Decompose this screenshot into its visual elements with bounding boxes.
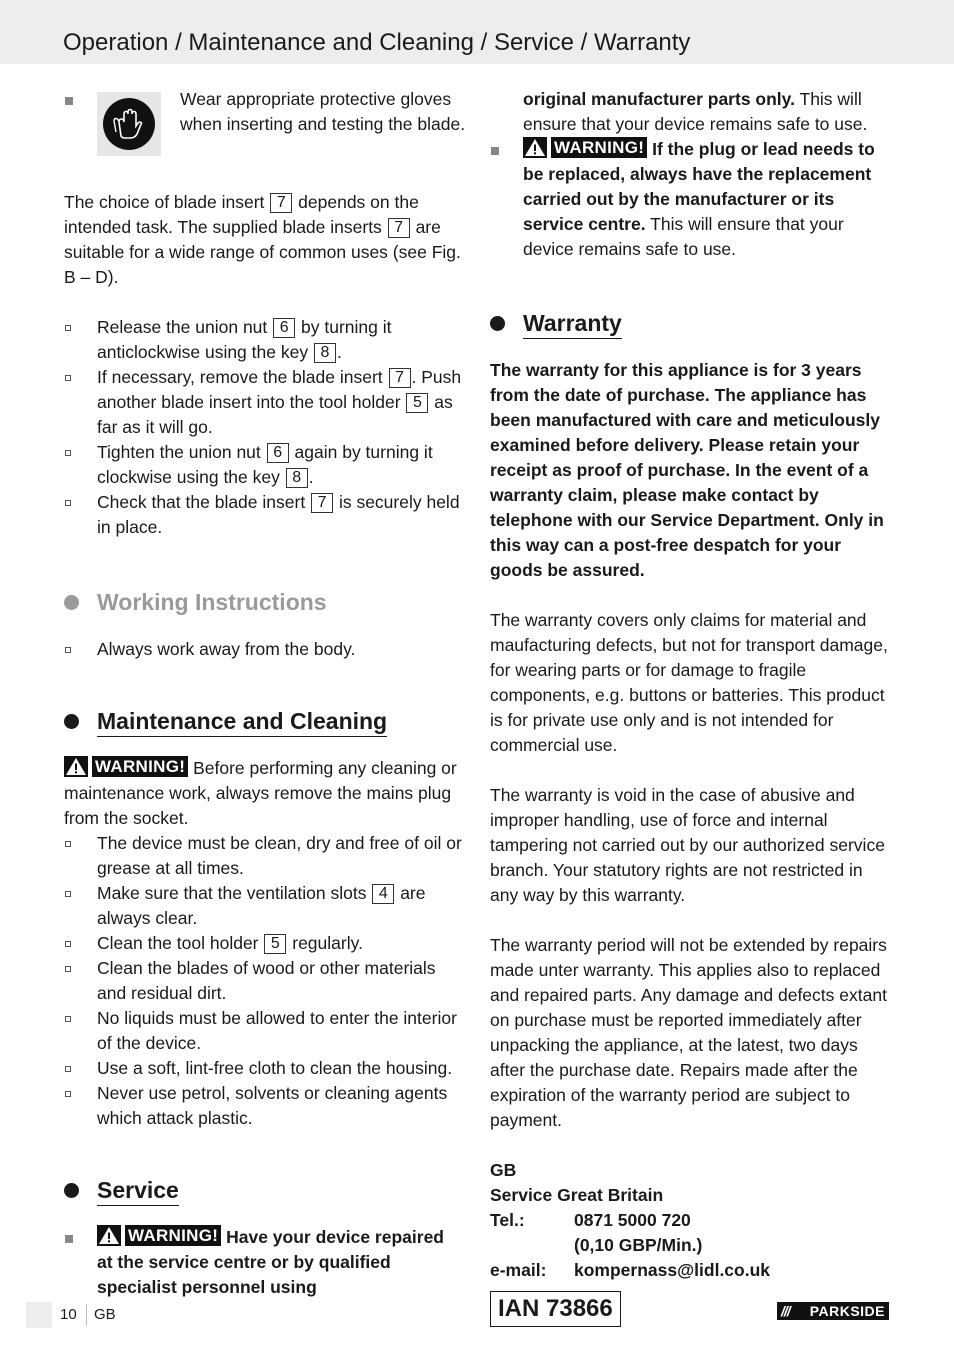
parkside-logo: /// PARKSIDE xyxy=(777,1302,889,1320)
warning-badge: WARNING! xyxy=(523,137,647,158)
list-item: Always work away from the body. xyxy=(64,637,464,662)
warranty-bold-paragraph: The warranty for this appliance is for 3 years from the date of purchase. The appliance has been manufactured with care and meticulously examined before delivery. Please retain your receipt as proof of purchase. In the event of a warranty claim, please make contact by telephone with our Service Department. Only in this way can a post-free despatch for your goods be assured. xyxy=(490,360,884,580)
list-item: Never use petrol, solvents or cleaning agents which attack plastic. xyxy=(64,1081,464,1131)
square-bullet xyxy=(65,97,73,105)
maintenance-warning: WARNING! Before performing any cleaning or maintenance work, always remove the mains plug from the socket. xyxy=(64,757,457,828)
logo-stripes-icon: /// xyxy=(781,1303,790,1319)
service-contact xyxy=(490,1158,892,1283)
square-bullet xyxy=(491,147,499,155)
footer-language: GB xyxy=(94,1306,116,1323)
right-column xyxy=(490,87,892,1327)
contact-country: GB xyxy=(490,1160,517,1180)
square-bullet xyxy=(65,1235,73,1243)
list-item: Release the union nut 6 by turning it anticlockwise using the key 8 . xyxy=(64,315,464,365)
list-item: Use a soft, lint-free cloth to clean the housing. xyxy=(64,1056,464,1081)
page-title: Operation / Maintenance and Cleaning / Service / Warranty xyxy=(63,29,691,56)
bullet-dot-icon xyxy=(64,595,79,610)
contact-rate: (0,10 GBP/Min.) xyxy=(574,1235,703,1255)
part-number-badge: 7 xyxy=(388,218,410,238)
part-number-badge: 8 xyxy=(286,468,308,488)
part-number-badge: 4 xyxy=(372,884,394,904)
bullet-dot-icon xyxy=(64,1183,79,1198)
contact-service-name: Service Great Britain xyxy=(490,1185,664,1205)
list-item: Clean the tool holder 5 regularly. xyxy=(64,931,464,956)
maintenance-heading: Maintenance and Cleaning xyxy=(64,705,464,737)
part-number-badge: 7 xyxy=(270,193,292,213)
service-heading: Service xyxy=(64,1174,464,1206)
working-instructions-heading: Working Instructions xyxy=(64,586,464,618)
warranty-paragraph-1: The warranty covers only claims for material and maufacturing defects, but not for transport damage, for wearing parts or for damage to fragile components, e.g. buttons or batteries. This product is for private use only and is not intended for commercial use. xyxy=(490,610,888,755)
gloves-text: Wear appropriate protective gloves when inserting and testing the blade. xyxy=(180,89,466,134)
list-item: No liquids must be allowed to enter the interior of the device. xyxy=(64,1006,464,1056)
warning-triangle-icon xyxy=(523,137,547,158)
plug-warning: WARNING! If the plug or lead needs to be replaced, always have the replacement carried out by the manufacturer or its service centre. This will ensure that your device remains safe to use. xyxy=(490,137,892,262)
ian-number: IAN 73866 xyxy=(490,1291,621,1327)
part-number-badge: 6 xyxy=(267,443,289,463)
contact-telephone: Tel.: 0871 5000 720 xyxy=(490,1210,691,1230)
blade-choice-paragraph: The choice of blade insert 7 depends on the intended task. The supplied blade inserts 7 are suitable for a wide range of common uses (see Fig. B – D). xyxy=(64,192,461,287)
list-item: Tighten the union nut 6 again by turning it clockwise using the key 8 . xyxy=(64,440,464,490)
contact-email: e-mail: kompernass@lidl.co.uk xyxy=(490,1260,771,1280)
warning-triangle-icon xyxy=(64,756,88,777)
part-number-badge: 8 xyxy=(314,343,336,363)
warning-badge: WARNING! xyxy=(64,756,188,777)
bullet-dot-icon xyxy=(490,316,505,331)
list-item: Clean the blades of wood or other materials and residual dirt. xyxy=(64,956,464,1006)
blade-steps-list xyxy=(64,315,464,540)
warranty-heading: Warranty xyxy=(490,307,892,339)
list-item: If necessary, remove the blade insert 7 . Push another blade insert into the tool holder 5 as far as it will go. xyxy=(64,365,464,440)
warranty-paragraph-3: The warranty period will not be extended by repairs made unter warranty. This applies also to replaced and repaired parts. Any damage and defects extant on purchase must be reported immediately after unpacking the appliance, at the latest, two days after the purchase date. Repairs made after the expiration of the warranty period are subject to payment. xyxy=(490,935,887,1130)
part-number-badge: 5 xyxy=(406,393,428,413)
service-continuation: original manufacturer parts only. This will ensure that your device remains safe to use. xyxy=(523,89,868,134)
footer-divider xyxy=(86,1304,87,1326)
list-item: Check that the blade insert 7 is securely held in place. xyxy=(64,490,464,540)
warning-triangle-icon xyxy=(97,1225,121,1246)
page-number: 10 xyxy=(60,1306,77,1323)
part-number-badge: 5 xyxy=(264,934,286,954)
left-column xyxy=(64,87,464,1300)
warranty-paragraph-2: The warranty is void in the case of abusive and improper handling, use of force and internal tampering not carried out by our authorized service branch. Your statutory rights are not restricted in any way by this warranty. xyxy=(490,785,885,905)
footer-page-box xyxy=(26,1302,52,1328)
service-warning: WARNING! Have your device repaired at the service centre or by qualified specialist personnel using xyxy=(64,1225,464,1300)
gloves-icon xyxy=(97,92,161,156)
part-number-badge: 7 xyxy=(389,368,411,388)
list-item: Make sure that the ventilation slots 4 are always clear. xyxy=(64,881,464,931)
warning-badge: WARNING! xyxy=(97,1225,221,1246)
part-number-badge: 6 xyxy=(273,318,295,338)
bullet-dot-icon xyxy=(64,714,79,729)
gloves-notice xyxy=(64,87,464,177)
part-number-badge: 7 xyxy=(311,493,333,513)
list-item: The device must be clean, dry and free of oil or grease at all times. xyxy=(64,831,464,881)
